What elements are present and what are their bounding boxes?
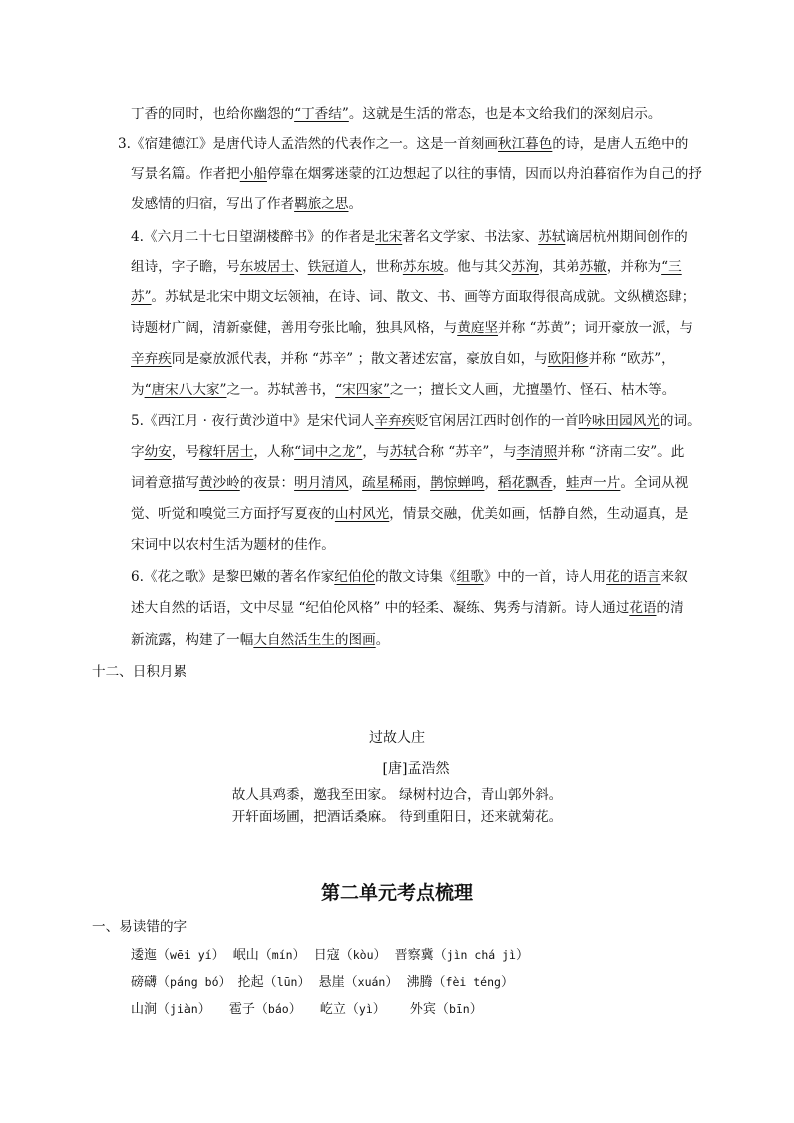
text-run: 6.《花之歌》是黎巴嫩的著名作家 xyxy=(131,569,335,585)
word: 抡起 xyxy=(237,975,264,990)
poem-line-2: 开轩面场圃，把酒话桑麻。 待到重阳日，还来就菊花。 xyxy=(231,809,563,825)
text-run: 的夜景： xyxy=(239,475,295,491)
item-4-line-6 xyxy=(131,380,675,400)
pinyin: báo xyxy=(267,1002,289,1016)
item-4-line-1 xyxy=(131,227,688,247)
underlined-term: 稻花飘香 xyxy=(498,475,553,491)
underlined-term: 大自然活生生的图画 xyxy=(253,632,376,648)
word: 磅礴 xyxy=(131,975,158,990)
text-run: ，号 xyxy=(171,444,199,460)
underlined-term: 苏” xyxy=(131,289,152,305)
underlined-term: 吟咏田园风光 xyxy=(578,413,660,429)
text-run: ， xyxy=(416,475,431,491)
text-run: ，其弟 xyxy=(538,259,580,275)
pinyin: xuán xyxy=(357,975,386,989)
section-heading-1: 一、易读错的字 xyxy=(92,919,188,935)
underlined-term: 羁旅之思 xyxy=(294,196,349,212)
text-run: 贬官闲居江西时创作的一首 xyxy=(415,413,579,429)
text-run: 之一。苏轼善书， xyxy=(226,382,336,398)
word: 雹子 xyxy=(228,1002,255,1017)
word-entry: 日寇（kòu） xyxy=(313,948,387,963)
text-run: 。 xyxy=(348,196,363,212)
section-heading-12: 十二、日积月累 xyxy=(92,664,188,680)
word: 晋察冀 xyxy=(394,948,434,963)
pinyin: jìn chá jì xyxy=(446,948,516,962)
item-5-line-1 xyxy=(131,411,701,431)
word: 悬崖 xyxy=(318,975,345,990)
paragraph-line xyxy=(131,104,661,124)
text-run: 写景名篇。作者把 xyxy=(131,166,240,182)
text-run: 诗题材广阔，清新豪健，善用夸张比喻，独具风格，与 xyxy=(131,320,458,336)
underlined-term: 组歌 xyxy=(456,569,484,585)
item-6-line-1 xyxy=(131,567,688,587)
pinyin: lūn xyxy=(276,975,298,989)
pinyin: jiàn xyxy=(170,1002,198,1016)
text-run: 词着意描写 xyxy=(131,475,199,491)
pinyin: bīn xyxy=(448,1002,470,1016)
underlined-term: 苏辙 xyxy=(579,259,607,275)
text-run: 并称 “苏黄”；词开豪放一派，与 xyxy=(498,320,693,336)
word-entry: 山涧（jiàn） xyxy=(131,1002,211,1017)
pinyin-row-1 xyxy=(131,945,529,966)
text-run: 》中的一首，诗人用 xyxy=(483,569,607,585)
item-6-line-2 xyxy=(131,598,684,618)
underlined-term: 幼安 xyxy=(144,444,172,460)
text-run: 4.《六月二十七日望湖楼醉书》的作者是 xyxy=(131,229,376,245)
word-entry: 岷山（mín） xyxy=(232,948,306,963)
pinyin-row-2 xyxy=(131,972,514,993)
underlined-term: 稼轩居士 xyxy=(198,444,254,460)
underlined-term: 黄庭坚 xyxy=(457,320,499,336)
item-6-line-3 xyxy=(131,630,389,650)
word-entry: 屹立（yì） xyxy=(319,1002,386,1017)
underlined-term: 纪伯伦 xyxy=(334,569,376,585)
text-run: 组诗，字子瞻，号 xyxy=(131,259,240,275)
text-run: ，并称为 xyxy=(606,259,662,275)
text-run: 丁香的同时，也给你幽怨的 xyxy=(131,106,295,122)
text-run: ，世称 xyxy=(362,259,403,275)
text-run: 。苏轼是北宋中期文坛领袖，在诗、词、散文、书、画等方面取得很高成就。文纵横恣肆； xyxy=(151,289,696,305)
text-run: 停靠在烟雾迷蒙的江边想起了以往的事情，因而以舟泊暮宿作为自己的抒 xyxy=(266,166,702,182)
word-entry: 晋察冀（jìn chá jì） xyxy=(394,948,529,963)
text-run: 。全词从视 xyxy=(620,475,689,491)
underlined-term: 鹊惊蝉鸣 xyxy=(430,475,485,491)
underlined-term: 秋江暮色 xyxy=(498,136,553,152)
text-run: 的清 xyxy=(656,600,684,616)
text-run: ， xyxy=(552,475,566,491)
underlined-term: “宋四家” xyxy=(335,382,390,398)
underlined-term: 花语 xyxy=(629,600,657,616)
text-run: 发感情的归宿，写出了作者 xyxy=(131,196,295,212)
underlined-term: “词中之龙” xyxy=(294,444,363,460)
underlined-term: “丁香结” xyxy=(294,106,349,122)
word-entry: 抡起（lūn） xyxy=(237,975,311,990)
underlined-term: 苏东坡 xyxy=(402,259,444,275)
text-run: 字 xyxy=(131,444,145,460)
text-run: 合称 “苏辛”，与 xyxy=(416,444,517,460)
item-3-line-3 xyxy=(131,194,362,214)
underlined-term: 欧阳修 xyxy=(547,351,589,367)
item-4-line-2 xyxy=(131,257,682,277)
word: 逶迤 xyxy=(131,948,158,963)
word-entry: 逶迤（wēi yí） xyxy=(131,948,225,963)
word: 屹立 xyxy=(319,1002,346,1017)
text-run: 同是豪放派代表，并称 “苏辛” ；散文著述宏富，豪放自如，与 xyxy=(171,351,548,367)
word-entry: 外宾（bīn） xyxy=(409,1002,483,1017)
text-run: 宋词中以农村生活为题材的佳作。 xyxy=(131,537,335,553)
word-entry: 沸腾（fèi téng） xyxy=(406,975,514,990)
word-entry: 磅礴（páng bó） xyxy=(131,975,232,990)
text-run: 著名文学家、书法家、 xyxy=(402,229,539,245)
word-entry: 悬崖（xuán） xyxy=(318,975,399,990)
text-run: ， xyxy=(484,475,499,491)
item-3-line-1 xyxy=(118,134,688,154)
underlined-term: 花的语言 xyxy=(606,569,661,585)
item-4-line-5 xyxy=(131,349,675,369)
item-5-line-5 xyxy=(131,535,335,555)
text-run: 的诗，是唐人五绝中的 xyxy=(552,136,689,152)
item-5-line-2 xyxy=(131,442,684,462)
underlined-term: 小船 xyxy=(239,166,267,182)
underlined-term: 辛弃疾 xyxy=(131,351,172,367)
text-run: 的词。 xyxy=(659,413,701,429)
word: 外宾 xyxy=(409,1002,436,1017)
text-run: 为 xyxy=(131,382,145,398)
underlined-term: 苏轼 xyxy=(538,229,566,245)
text-run: 的散文诗集《 xyxy=(375,569,457,585)
item-5-line-3 xyxy=(131,473,688,493)
text-run: 。这就是生活的常态，也是本文给我们的深刻启示。 xyxy=(348,106,662,122)
underlined-term: 蛙声一片 xyxy=(566,475,621,491)
text-run: 来叙 xyxy=(660,569,688,585)
pinyin: páng bó xyxy=(170,975,219,989)
poem-title: 过故人庄 xyxy=(369,730,425,746)
item-4-line-4 xyxy=(131,318,693,338)
text-run: 述大自然的话语，文中尽显 “纪伯伦风格” 中的轻柔、凝练、隽秀与清新。诗人通过 xyxy=(131,600,630,616)
text-run: 5.《西江月 · 夜行黄沙道中》是宋代词人 xyxy=(131,413,375,429)
word-entry: 雹子（báo） xyxy=(228,1002,302,1017)
underlined-term: “唐宋八大家” xyxy=(144,382,227,398)
underlined-term: 辛弃疾 xyxy=(374,413,416,429)
word: 岷山 xyxy=(232,948,259,963)
unit-title: 第二单元考点梳理 xyxy=(320,882,473,904)
text-run: ，情景交融，优美如画，恬静自然，生动逼真，是 xyxy=(389,506,689,522)
underlined-term: 北宋 xyxy=(375,229,403,245)
underlined-term: 疏星稀雨 xyxy=(362,475,417,491)
text-run: ，与 xyxy=(362,444,390,460)
text-run: 之一；擅长文人画，尤擅墨竹、怪石、枯木等。 xyxy=(389,382,676,398)
item-5-line-4 xyxy=(131,504,688,524)
item-4-line-3 xyxy=(131,287,695,307)
underlined-term: 苏轼 xyxy=(389,444,417,460)
underlined-term: 苏洵 xyxy=(511,259,539,275)
pinyin: mín xyxy=(271,948,293,962)
text-run: 觉、听觉和嗅觉三方面抒写夏夜的 xyxy=(131,506,335,522)
text-run: 新流露，构建了一幅 xyxy=(131,632,254,648)
word: 山涧 xyxy=(131,1002,158,1017)
text-run: 。 xyxy=(375,632,390,648)
pinyin: yì xyxy=(358,1002,373,1016)
word: 日寇 xyxy=(313,948,340,963)
underlined-term: “三 xyxy=(661,259,682,275)
pinyin: wēi yí xyxy=(170,948,212,962)
item-3-line-2 xyxy=(131,164,702,184)
underlined-term: 铁冠道人 xyxy=(307,259,363,275)
underlined-term: 明月清风 xyxy=(294,475,349,491)
poem-author: [唐]孟浩然 xyxy=(382,761,450,777)
text-run: ，人称 xyxy=(253,444,295,460)
underlined-term: 黄沙岭 xyxy=(198,475,240,491)
poem-line-1: 故人具鸡黍，邀我至田家。 绿树村边合，青山郭外斜。 xyxy=(231,787,563,803)
underlined-term: 山村风光 xyxy=(334,506,390,522)
text-run: ， xyxy=(348,475,363,491)
text-run: 并称 “济南二安”。此 xyxy=(557,444,685,460)
text-run: 。他与其父 xyxy=(443,259,512,275)
word: 沸腾 xyxy=(406,975,433,990)
pinyin: fèi téng xyxy=(445,975,501,989)
pinyin: kòu xyxy=(352,948,374,962)
text-run: 谪居杭州期间创作的 xyxy=(565,229,688,245)
text-run: 3.《宿建德江》是唐代诗人孟浩然的代表作之一。这是一首刻画 xyxy=(118,136,498,152)
underlined-term: 李清照 xyxy=(516,444,558,460)
underlined-term: 东坡居士 xyxy=(239,259,295,275)
text-run: 、 xyxy=(294,259,308,275)
text-run: 并称 “欧苏”， xyxy=(588,351,675,367)
pinyin-row-3 xyxy=(131,999,483,1020)
